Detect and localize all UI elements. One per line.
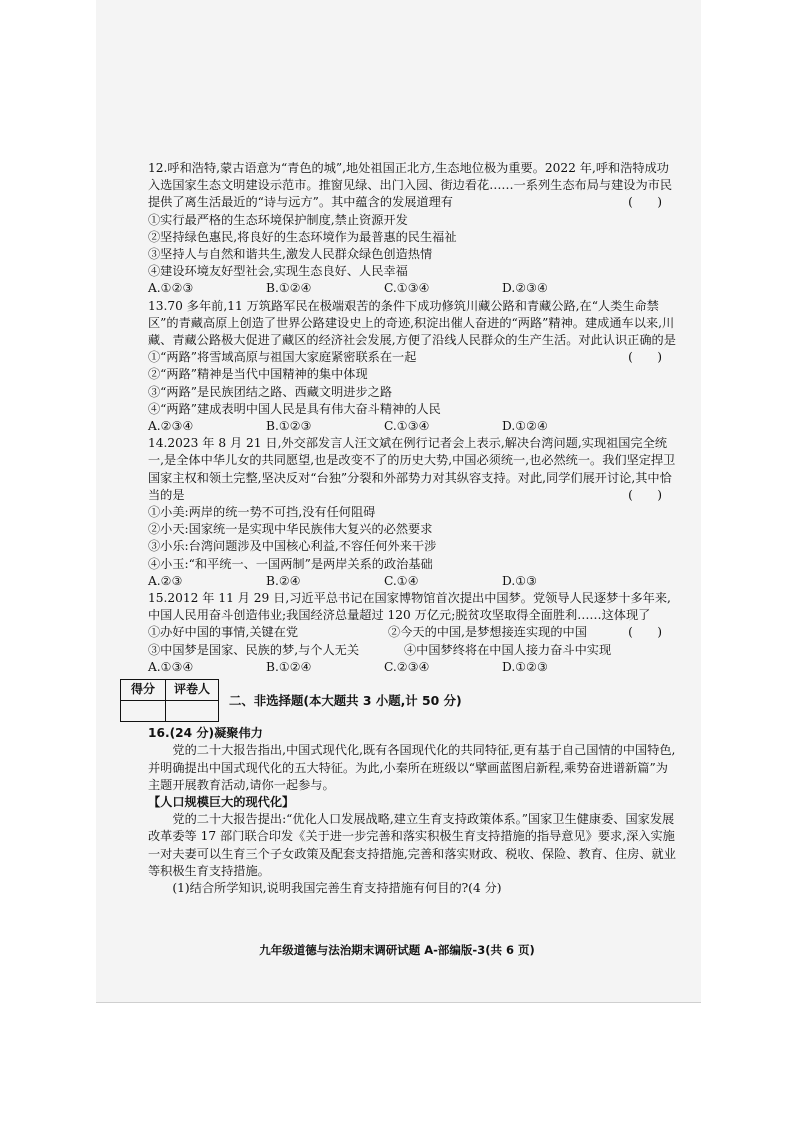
question-16 xyxy=(148,725,676,897)
choice-row xyxy=(148,659,676,676)
choice-a: A.②③④ xyxy=(148,419,194,434)
choice-row xyxy=(148,418,676,435)
option: ①小美:两岸的统一势不可挡,没有任何阻碍 xyxy=(148,505,376,520)
sub-question-1: (1)结合所学知识,说明我国完善生育支持措施有何目的?(4 分) xyxy=(172,880,502,895)
option: ②今天的中国,是梦想接连实现的中国 xyxy=(388,625,587,640)
answer-bracket: ( ) xyxy=(628,625,662,640)
answer-bracket: ( ) xyxy=(628,195,662,210)
choice-a: A.①②③ xyxy=(148,281,194,296)
choice-c: C.①④ xyxy=(384,573,419,588)
question-12 xyxy=(148,160,676,298)
score-box xyxy=(120,679,219,722)
score-cell[interactable] xyxy=(121,701,166,722)
choice-b: B.①②④ xyxy=(266,281,312,296)
question-13-stem: 13.70 多年前,11 万筑路军民在极端艰苦的条件下成功修筑川藏公路和青藏公路,在“人类生命禁区”的青藏高原上创造了世界公路建设史上的奇迹,积淀出催人奋进的“两路”精神。建成通车以来,川藏、青藏公路极大促进了藏区的经济社会发展,方便了沿线人民群众的生产生活。对此认识正确的是 xyxy=(148,298,676,348)
choice-a: A.②③ xyxy=(148,573,183,588)
choice-c: C.①③④ xyxy=(384,281,430,296)
page-content xyxy=(130,160,676,897)
option: ④“两路”建成表明中国人民是具有伟大奋斗精神的人民 xyxy=(148,401,441,416)
choice-c: C.①③④ xyxy=(384,419,430,434)
option: ③坚持人与自然和谐共生,激发人民群众绿色创造热情 xyxy=(148,247,433,262)
option: ③中国梦是国家、民族的梦,与个人无关 xyxy=(148,642,360,657)
option: ③小乐:台湾问题涉及中国核心利益,不容任何外来干涉 xyxy=(148,539,437,554)
option: ④建设环境友好型社会,实现生态良好、人民幸福 xyxy=(148,264,408,279)
choice-row xyxy=(148,573,676,590)
choice-d: D.①②④ xyxy=(502,419,548,434)
score-label: 得分 xyxy=(121,680,166,701)
option: ④小玉:“和平统一、一国两制”是两岸关系的政治基础 xyxy=(148,556,433,571)
choice-b: B.②④ xyxy=(266,573,301,588)
option: ②“两路”精神是当代中国精神的集中体现 xyxy=(148,367,368,382)
page-footer: 九年级道德与法治期末调研试题 A-部编版-3(共 6 页) xyxy=(259,943,535,957)
option: ③“两路”是民族团结之路、西藏文明进步之路 xyxy=(148,384,393,399)
question-14 xyxy=(148,435,676,590)
option: ①办好中国的事情,关键在党 xyxy=(148,625,299,640)
page-divider xyxy=(96,1002,701,1003)
choice-row xyxy=(148,280,676,297)
section-header xyxy=(120,679,676,722)
question-16-heading: 16.(24 分)凝聚伟力 xyxy=(148,726,263,741)
option: ②坚持绿色惠民,将良好的生态环境作为最普惠的民生福祉 xyxy=(148,229,457,244)
option: ①实行最严格的生态环境保护制度,禁止资源开发 xyxy=(148,212,408,227)
answer-bracket: ( ) xyxy=(628,487,662,502)
option-pair-row xyxy=(148,642,676,659)
option: ②小天:国家统一是实现中华民族伟大复兴的必然要求 xyxy=(148,522,433,537)
choice-c: C.②③④ xyxy=(384,659,430,674)
material-text: 党的二十大报告提出:“优化人口发展战略,建立生育支持政策体系。”国家卫生健康委、国家发展改革委等 17 部门联合印发《关于进一步完善和落实积极生育支持措施的指导意见》要求,深入实施一对夫妻可以生育三个子女政策及配套支持措施,完善和落实财政、税收、保险、教育、住房、就业等积极生育支持措施。 xyxy=(148,812,676,878)
question-15-stem: 15.2012 年 11 月 29 日,习近平总书记在国家博物馆首次提出中国梦。党领导人民逐梦十多年来,中国人民用奋斗创造伟业;我国经济总量超过 120 万亿元;脱贫攻坚取得全面胜利……这体现了 xyxy=(148,591,671,623)
question-14-stem: 14.2023 年 8 月 21 日,外交部发言人汪文斌在例行记者会上表示,解决台湾问题,实现祖国完全统一,是全体中华儿女的共同愿望,也是改变不了的历史大势,中国必须统一,也必然统一。我们坚定捍卫国家主权和领土完整,坚决反对“台独”分裂和外部势力对其纵容支持。对此,同学们展开讨论,其中恰当的是 xyxy=(148,436,676,502)
question-15 xyxy=(148,590,676,676)
section-title: 二、非选择题(本大题共 3 小题,计 50 分) xyxy=(229,692,462,708)
choice-b: B.①②④ xyxy=(266,659,312,674)
grader-cell[interactable] xyxy=(166,701,219,722)
material-subtitle: 【人口规模巨大的现代化】 xyxy=(148,794,295,809)
grader-label: 评卷人 xyxy=(166,680,219,701)
option: ①“两路”将雪域高原与祖国大家庭紧密联系在一起 xyxy=(148,350,417,365)
question-13 xyxy=(148,298,676,436)
question-12-stem: 12.呼和浩特,蒙古语意为“青色的城”,地处祖国正北方,生态地位极为重要。2022 年,呼和浩特成功入选国家生态文明建设示范市。推窗见绿、出门入园、街边看花……一系列生态布局与建设为市民提供了离生活最近的“诗与远方”。其中蕴含的发展道理有 xyxy=(148,161,673,210)
option-pair-row xyxy=(148,624,628,641)
choice-d: D.②③④ xyxy=(502,281,548,296)
choice-a: A.①③④ xyxy=(148,659,194,674)
choice-d: D.①②③ xyxy=(502,659,548,674)
choice-b: B.①②③ xyxy=(266,419,312,434)
question-16-intro: 党的二十大报告指出,中国式现代化,既有各国现代化的共同特征,更有基于自己国情的中国特色,并明确提出中国式现代化的五大特征。为此,小秦所在班级以“擘画蓝图启新程,乘势奋进谱新篇”为主题开展教育活动,请你一起参与。 xyxy=(148,743,676,792)
answer-bracket: ( ) xyxy=(628,350,662,365)
choice-d: D.①③ xyxy=(502,573,538,588)
option: ④中国梦终将在中国人接力奋斗中实现 xyxy=(404,642,612,657)
